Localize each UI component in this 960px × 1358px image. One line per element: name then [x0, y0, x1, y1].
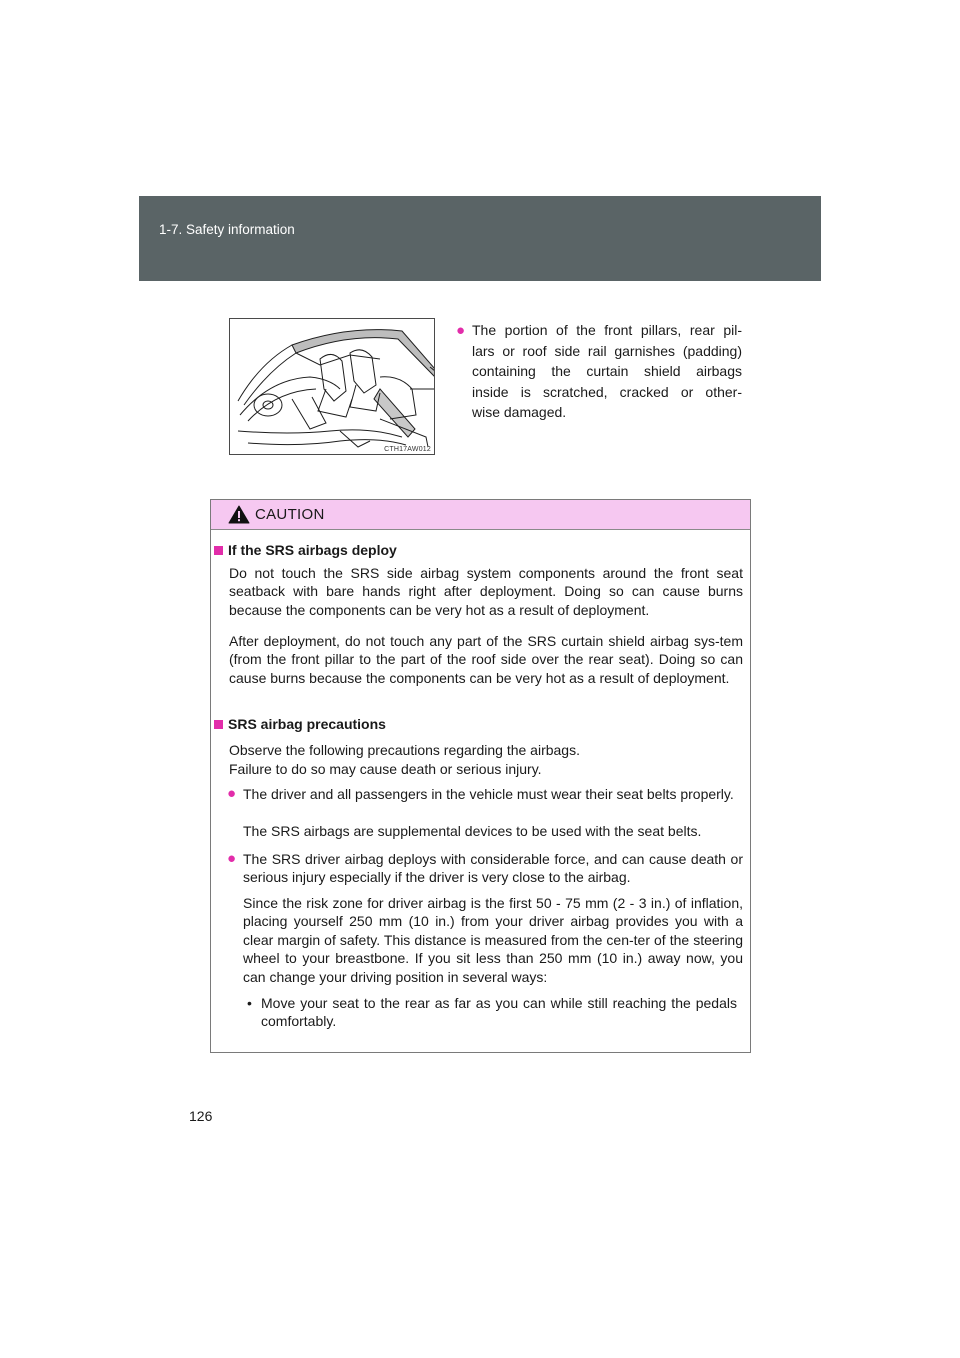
caution-title: CAUTION	[255, 506, 325, 523]
figure-code: CTH17AW012	[384, 446, 431, 453]
top-bullet-line-5: wise damaged.	[472, 404, 567, 420]
bullet-dot-icon: ●	[227, 785, 237, 802]
paragraph-deploy-1: Do not touch the SRS side airbag system components around the front seat seatback with bare hands right after deployment. Doing so can cause burns because the components can be very hot as a result of deployment.	[229, 565, 743, 618]
top-bullet-line-3: containing the curtain shield airbags	[472, 363, 742, 379]
paragraph-deploy-2: After deployment, do not touch any part of the SRS curtain shield airbag sys-tem (from the front pillar to the part of the roof side over the rear seat). Doing so can cause burns because the components can be very hot as a result of deployment.	[229, 633, 743, 686]
bullet-seatbelts-note: The SRS airbags are supplemental devices to be used with the seat belts.	[243, 823, 702, 839]
sub-bullet-move-seat: Move your seat to the rear as far as you can while still reaching the pedals comfortably.	[261, 995, 737, 1030]
section-heading-precautions: SRS airbag precautions	[228, 716, 386, 732]
square-bullet-icon	[214, 720, 223, 729]
bullet-driver-airbag: The SRS driver airbag deploys with considerable force, and can cause death or serious injury especially if the driver is very close to the airbag.	[243, 851, 743, 886]
section-title: 1-7. Safety information	[159, 222, 295, 237]
bullet-dot-icon: ●	[456, 322, 466, 339]
caution-header	[211, 500, 750, 530]
top-bullet-line-1: The portion of the front pillars, rear pil-	[472, 322, 742, 338]
bullet-seatbelts: The driver and all passengers in the vehicle must wear their seat belts properly.	[243, 786, 734, 802]
warning-triangle-icon	[228, 505, 250, 524]
sub-bullet-mark: •	[247, 995, 252, 1011]
bullet-dot-icon: ●	[227, 850, 237, 867]
caution-box	[210, 499, 751, 1053]
square-bullet-icon	[214, 546, 223, 555]
page-number: 126	[189, 1108, 213, 1124]
intro-line-2: Failure to do so may cause death or serious injury.	[229, 760, 542, 777]
section-header	[139, 196, 821, 281]
section-heading-deploy: If the SRS airbags deploy	[228, 542, 397, 558]
paragraph-risk-zone: Since the risk zone for driver airbag is the first 50 - 75 mm (2 - 3 in.) of inflation, placing yourself 250 mm (10 in.) from your driver airbag provides you with a clear margin of safety. This distance is measured from the cen-ter of the steering wheel to your breastbone. If you sit less than 250 mm (10 in.) away now, you can change your driving position in several ways:	[243, 895, 743, 985]
intro-line-1: Observe the following precautions regarding the airbags.	[229, 742, 580, 758]
top-bullet-line-2: lars or roof side rail garnishes (padding)	[472, 342, 742, 359]
car-interior-illustration	[229, 318, 435, 455]
top-bullet-line-4: inside is scratched, cracked or other-	[472, 383, 742, 400]
